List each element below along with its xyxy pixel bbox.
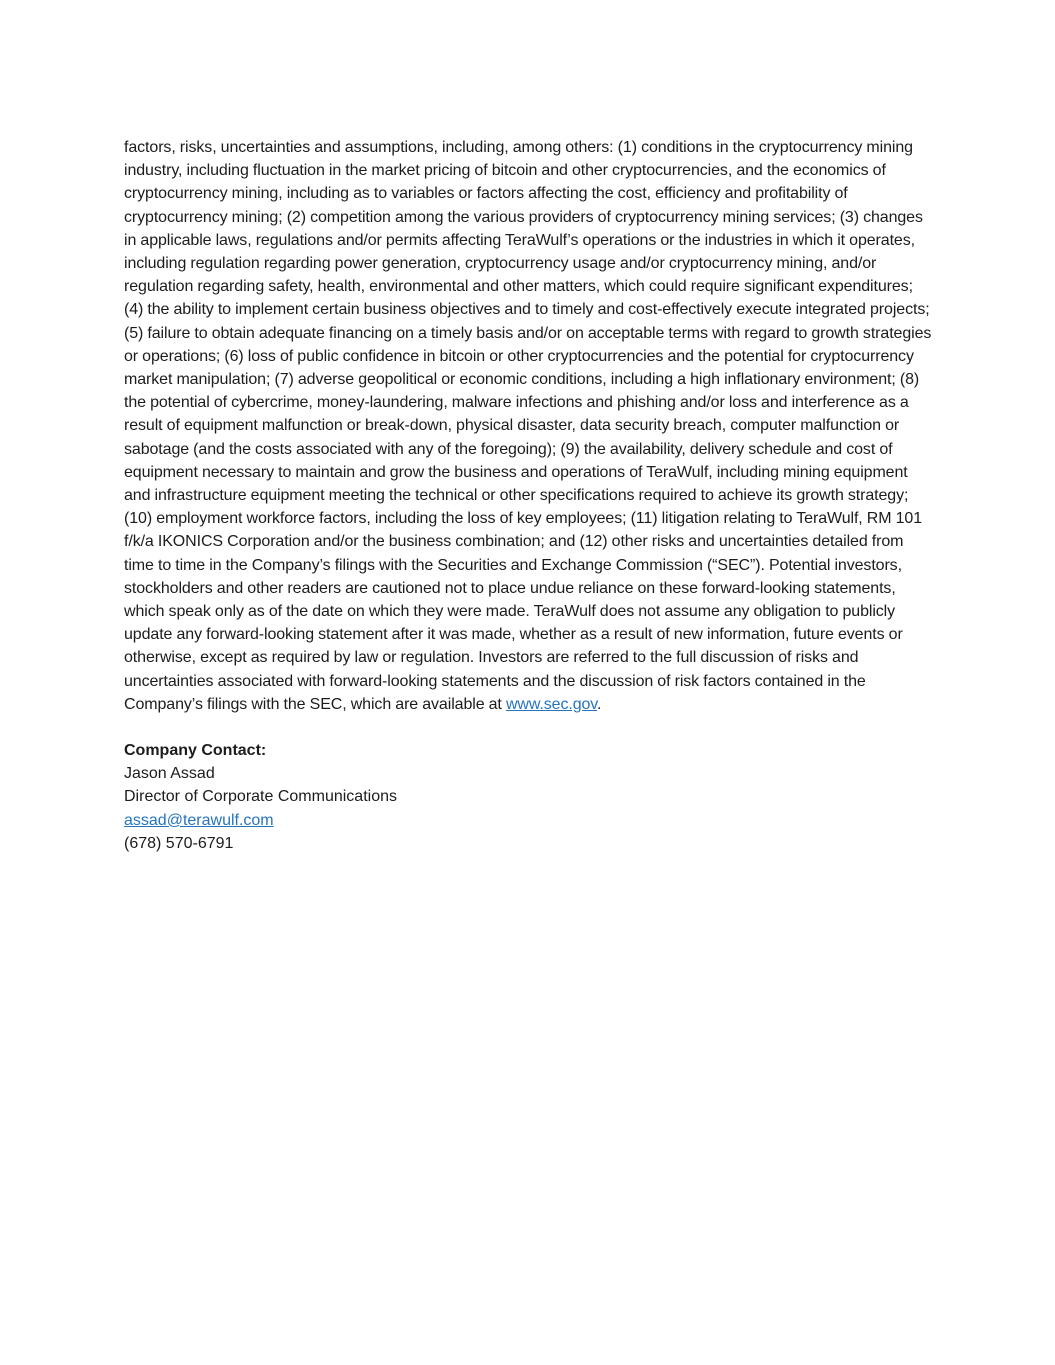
company-contact-block (124, 739, 936, 855)
company-contact-heading: Company Contact: (124, 742, 267, 760)
paragraph-closing-period: . (597, 695, 602, 713)
contact-email-link[interactable]: assad@terawulf.com (124, 811, 274, 829)
contact-name: Jason Assad (124, 765, 215, 783)
contact-phone: (678) 570-6791 (124, 834, 234, 852)
sec-gov-link[interactable]: www.sec.gov (505, 695, 598, 713)
contact-title: Director of Corporate Communications (124, 788, 397, 806)
forward-looking-statements-paragraph (124, 136, 936, 716)
document-page (124, 120, 936, 855)
paragraph-text: factors, risks, uncertainties and assumptions, including, among others: (1) conditions in the cryptocurrency mining industry, including fluctuation in the market pricing of bitcoin and other cryptocurrencies, and the economics of cryptocurrency mining, including as to variables or factors affecting the cost, efficiency and profitability of cryptocurrency mining; (2) competition among the various providers of cryptocurrency mining services; (3) changes in applicable laws, regulations and/or permits affecting TeraWulf’s operations or the industries in which it operates, including regulation regarding power generation, cryptocurrency usage and/or cryptocurrency mining, and/or regulation regarding safety, health, environmental and other matters, which could require significant expenditures; (4) the ability to implement certain business objectives and to timely and cost-effectively execute integrated projects; (5) failure to obtain adequate financing on a timely basis and/or on acceptable terms with regard to growth strategies or operations; (6) loss of public confidence in bitcoin or other cryptocurrencies and the potential for cryptocurrency market manipulation; (7) adverse geopolitical or economic conditions, including a high inflationary environment; (8) the potential of cybercrime, money-laundering, malware infections and phishing and/or loss and interference as a result of equipment malfunction or break-down, physical disaster, data security breach, computer malfunction or sabotage (and the costs associated with any of the foregoing); (9) the availability, delivery schedule and cost of equipment necessary to maintain and grow the business and operations of TeraWulf, including mining equipment and infrastructure equipment meeting the technical or other specifications required to achieve its growth strategy; (10) employment workforce factors, including the loss of key employees; (11) litigation relating to TeraWulf, RM 101 f/k/a IKONICS Corporation and/or the business combination; and (12) other risks and uncertainties detailed from time to time in the Company’s filings with the Securities and Exchange Commission (“SEC”). Potential investors, stockholders and other readers are cautioned not to place undue reliance on these forward-looking statements, which speak only as of the date on which they were made. TeraWulf does not assume any obligation to publicly update any forward-looking statement after it was made, whether as a result of new information, future events or otherwise, except as required by law or regulation. Investors are referred to the full discussion of risks and uncertainties associated with forward-looking statements and the discussion of risk factors contained in the Company’s filings with the SEC, which are available at (124, 139, 932, 713)
